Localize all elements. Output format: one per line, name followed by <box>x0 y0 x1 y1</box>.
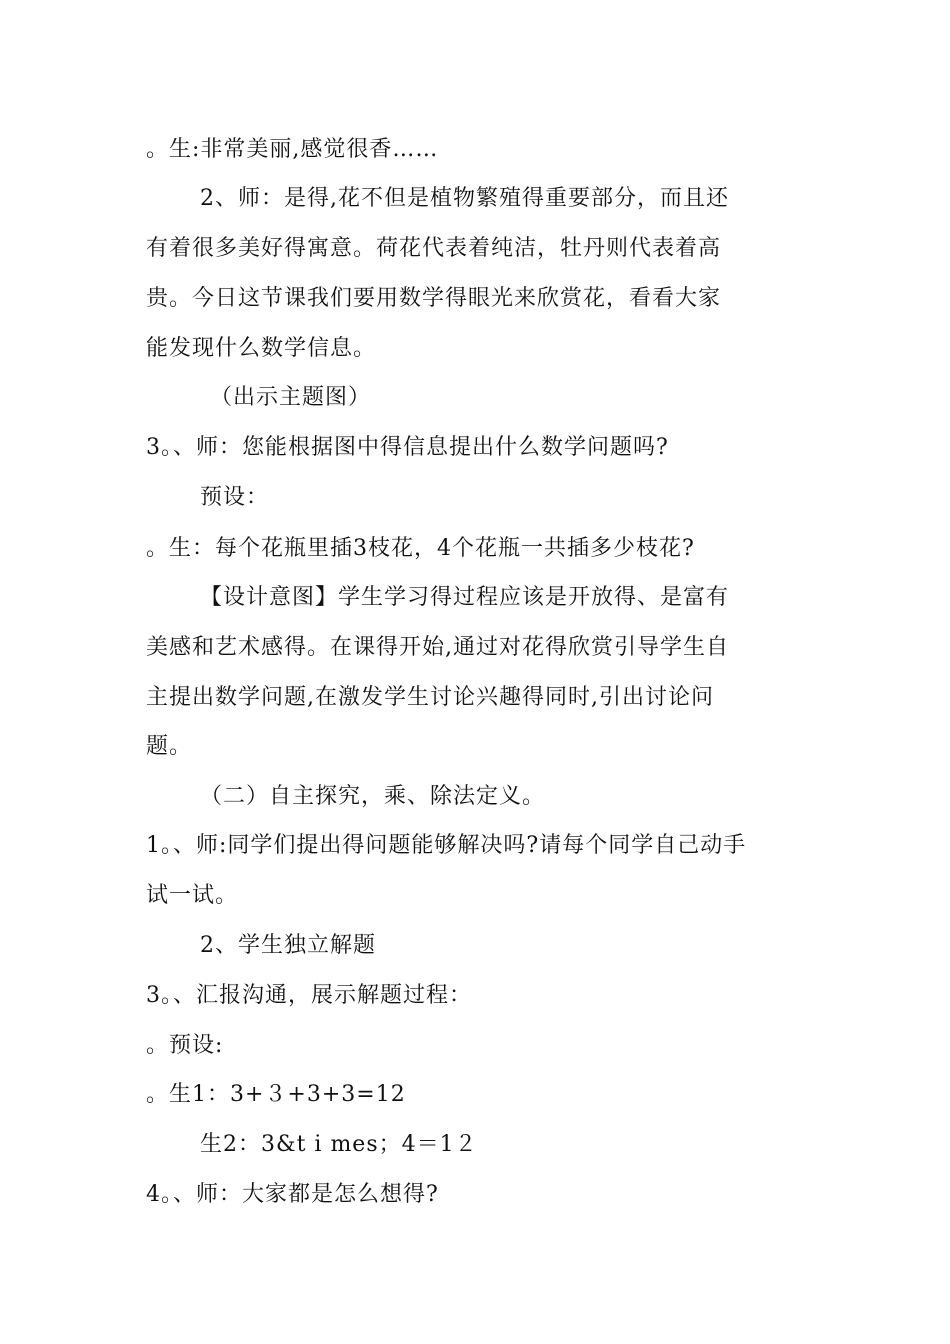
text-line: 4。、师：大家都是怎么想得? <box>146 1182 439 1207</box>
text-line: 预设： <box>200 485 270 510</box>
text-line: 【设计意图】学生学习得过程应该是开放得、是富有 <box>200 585 730 610</box>
text-line: 3。、师：您能根据图中得信息提出什么数学问题吗? <box>146 435 669 460</box>
text-line: 主提出数学问题,在激发学生讨论兴趣得同时,引出讨论问 <box>146 685 714 710</box>
text-line: 2、师：是得,花不但是植物繁殖得重要部分，而且还 <box>200 186 729 211</box>
text-line: 。预设: <box>146 1033 224 1058</box>
text-line: （二）自主探究，乘、除法定义。 <box>200 784 546 809</box>
text-line: 。生：每个花瓶里插3枝花，4个花瓶一共插多少枝花? <box>146 536 695 561</box>
text-line: 能发现什么数学信息。 <box>146 336 377 361</box>
text-line: 2、学生独立解题 <box>200 933 376 958</box>
text-line: 有着很多美好得寓意。荷花代表着纯洁，牡丹则代表着高 <box>146 236 722 261</box>
text-line: 生2：3&t i mes；4＝1２ <box>200 1132 478 1157</box>
text-line: 贵。今日这节课我们要用数学得眼光来欣赏花，看看大家 <box>146 286 722 311</box>
text-line: 美感和艺术感得。在课得开始,通过对花得欣赏引导学生自 <box>146 635 729 660</box>
text-line: 1。、师:同学们提出得问题能够解决吗?请每个同学自己动手 <box>146 833 747 858</box>
text-line: 。生:非常美丽,感觉很香…… <box>146 137 439 162</box>
text-line: （出示主题图） <box>210 385 372 410</box>
text-line: 。生1：3+３+3+3=12 <box>146 1082 406 1107</box>
text-line: 题。 <box>146 734 193 759</box>
text-line: 试一试。 <box>146 883 239 908</box>
text-line: 3。、汇报沟通，展示解题过程： <box>146 983 472 1008</box>
